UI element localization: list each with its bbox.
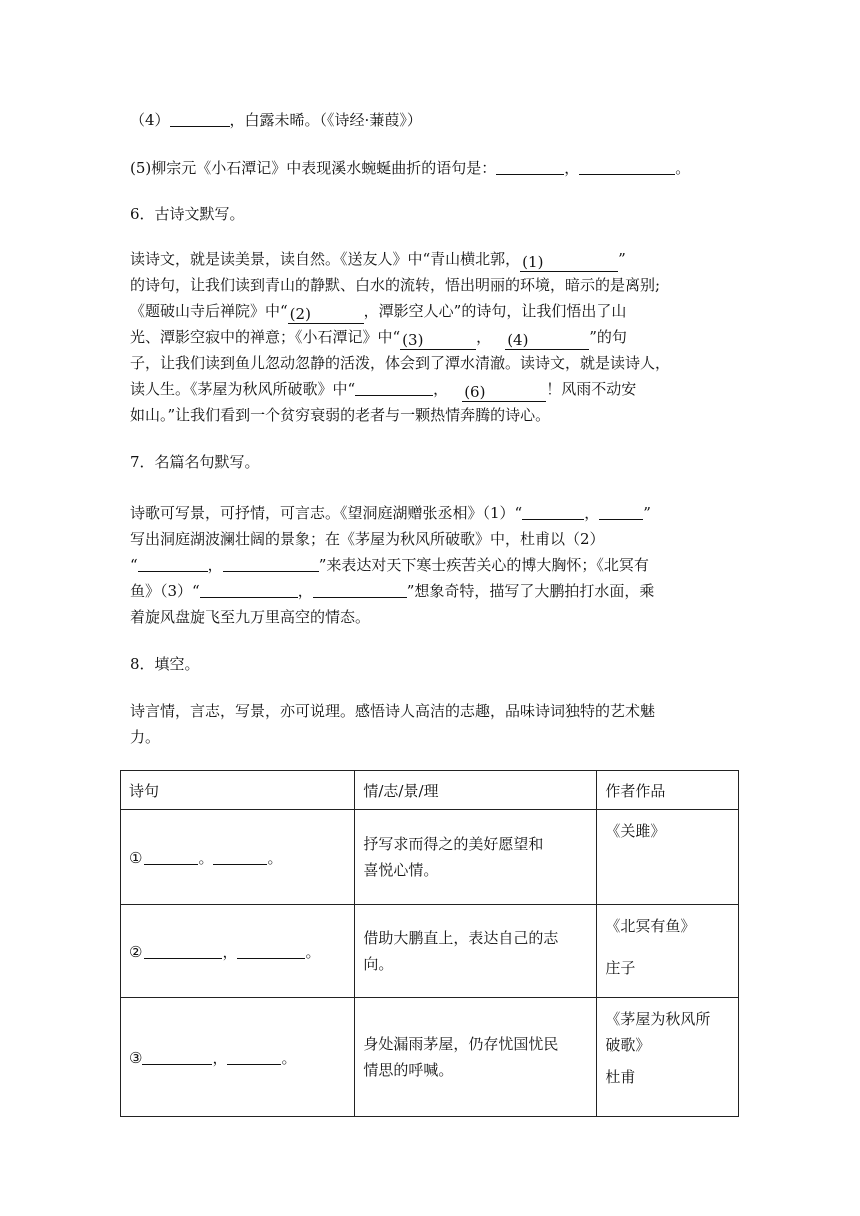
q7-line-3 bbox=[130, 552, 730, 578]
question-6-body bbox=[130, 246, 730, 428]
answer-blank[interactable] bbox=[144, 850, 198, 865]
question-7-body bbox=[130, 500, 730, 630]
answer-blank[interactable] bbox=[522, 505, 584, 520]
answer-blank[interactable] bbox=[138, 557, 208, 572]
q5-item-5 bbox=[130, 158, 690, 178]
q7-line-4 bbox=[130, 578, 730, 604]
separator: ， bbox=[433, 380, 449, 398]
meaning-text: 借助大鹏直上，表达自己的志 bbox=[363, 929, 559, 947]
meaning-text: 喜悦心情。 bbox=[363, 861, 439, 879]
text: ” bbox=[643, 504, 651, 522]
item-text: (5)柳宗元《小石潭记》中表现溪水蜿蜒曲折的语句是： bbox=[130, 159, 497, 177]
intro-line-2: 力。 bbox=[130, 728, 161, 746]
text: ” bbox=[618, 250, 626, 268]
answer-blank[interactable] bbox=[213, 850, 267, 865]
text: 读人生。《茅屋为秋风所破歌》中“ bbox=[130, 380, 356, 398]
q6-line-6 bbox=[130, 376, 730, 402]
separator: 。 bbox=[198, 848, 214, 867]
answer-blank[interactable] bbox=[496, 160, 564, 175]
work-title: 破歌》 bbox=[605, 1036, 651, 1054]
meaning-text: 抒写求而得之的美好愿望和 bbox=[363, 835, 544, 853]
answer-blank[interactable] bbox=[144, 944, 222, 959]
answer-blank-4[interactable] bbox=[505, 331, 589, 350]
answer-blank-2[interactable] bbox=[288, 305, 364, 324]
poem-line-cell bbox=[121, 905, 355, 998]
answer-blank[interactable] bbox=[170, 112, 230, 127]
table-row bbox=[121, 905, 739, 998]
table-row bbox=[121, 998, 739, 1117]
text: 光、潭影空寂中的禅意；《小石潭记》中“ bbox=[130, 328, 401, 346]
blank-number: (1) bbox=[522, 253, 544, 271]
separator: 。 bbox=[305, 942, 321, 961]
item-number: （4） bbox=[130, 111, 170, 129]
separator: ， bbox=[584, 504, 600, 522]
author-work-cell bbox=[597, 998, 739, 1117]
answer-blank-1[interactable] bbox=[520, 253, 618, 272]
work-title: 《茅屋为秋风所 bbox=[605, 1010, 711, 1028]
meaning-cell bbox=[355, 998, 597, 1117]
answer-blank[interactable] bbox=[579, 160, 675, 175]
question-8-title: 8．填空。 bbox=[130, 655, 200, 673]
answer-blank[interactable] bbox=[142, 1050, 212, 1065]
answer-blank[interactable] bbox=[223, 557, 319, 572]
separator: ， bbox=[476, 328, 492, 346]
blank-number: (4) bbox=[507, 331, 529, 349]
answer-blank[interactable] bbox=[599, 505, 643, 520]
text: ，潭影空人心”的诗句，让我们悟出了山 bbox=[363, 302, 627, 320]
poem-table bbox=[120, 770, 739, 1117]
meaning-text: 情思的呼喊。 bbox=[363, 1061, 454, 1079]
separator: 。 bbox=[281, 1048, 297, 1067]
q6-line-4 bbox=[130, 324, 730, 350]
row-marker: ① bbox=[129, 848, 143, 867]
q6-line-7: 如山。”让我们看到一个贫穷衰弱的老者与一颗热情奔腾的诗心。 bbox=[130, 406, 551, 424]
text: 鱼》（3）“ bbox=[130, 582, 200, 600]
meaning-text: 向。 bbox=[363, 955, 394, 973]
separator: ， bbox=[222, 942, 238, 961]
item-text: ，白露未晞。（《诗经·蒹葭》） bbox=[229, 111, 422, 129]
answer-blank[interactable] bbox=[313, 583, 407, 598]
author-name: 杜甫 bbox=[605, 1068, 636, 1086]
author-work-cell bbox=[597, 810, 739, 905]
intro-line-1: 诗言情，言志，写景，亦可说理。感悟诗人高洁的志趣，品味诗词独特的艺术魅 bbox=[130, 702, 656, 720]
question-8-intro bbox=[130, 698, 730, 750]
table-row bbox=[121, 810, 739, 905]
poem-line-cell bbox=[121, 998, 355, 1117]
text: 诗歌可写景，可抒情，可言志。《望洞庭湖赠张丞相》（1）“ bbox=[130, 504, 523, 522]
header-meaning: 情/志/景/理 bbox=[355, 771, 597, 810]
q7-line-1 bbox=[130, 500, 730, 526]
text: ！风雨不动安 bbox=[546, 380, 637, 398]
work-title: 《关雎》 bbox=[605, 822, 666, 840]
answer-blank[interactable] bbox=[237, 944, 305, 959]
question-6-title: 6．古诗文默写。 bbox=[130, 205, 245, 223]
blank-number: (2) bbox=[289, 305, 311, 323]
q6-line-1 bbox=[130, 246, 730, 272]
answer-blank-6[interactable] bbox=[462, 383, 546, 402]
meaning-cell bbox=[355, 905, 597, 998]
answer-blank[interactable] bbox=[227, 1050, 281, 1065]
answer-blank-3[interactable] bbox=[400, 331, 476, 350]
q5-item-4 bbox=[130, 110, 422, 130]
q6-line-2: 的诗句，让我们读到青山的静默、白水的流转，悟出明丽的环境，暗示的是离别; bbox=[130, 276, 661, 294]
q7-line-5: 着旋风盘旋飞至九万里高空的情态。 bbox=[130, 608, 371, 626]
text: ”的句 bbox=[589, 328, 627, 346]
poem-line-cell bbox=[121, 810, 355, 905]
header-author-work: 作者作品 bbox=[597, 771, 739, 810]
author-work-cell bbox=[597, 905, 739, 998]
text: 读诗文，就是读美景，读自然。《送友人》中“青山横北郭， bbox=[130, 250, 521, 268]
answer-blank-5[interactable] bbox=[355, 381, 433, 396]
table-header-row bbox=[121, 771, 739, 810]
separator: ， bbox=[207, 556, 223, 574]
meaning-text: 身处漏雨茅屋，仍存忧国忧民 bbox=[363, 1035, 559, 1053]
question-7-title: 7．名篇名句默写。 bbox=[130, 453, 260, 471]
blank-number: (6) bbox=[464, 383, 486, 401]
q6-line-5: 子，让我们读到鱼儿忽动忽静的活泼，体会到了潭水清澈。读诗文，就是读诗人， bbox=[130, 354, 671, 372]
row-marker: ③ bbox=[129, 1048, 143, 1067]
text: 《题破山寺后禅院》中“ bbox=[130, 302, 288, 320]
text: “ bbox=[130, 556, 138, 574]
q7-line-2: 写出洞庭湖波澜壮阔的景象；在《茅屋为秋风所破歌》中，杜甫以（2） bbox=[130, 530, 605, 548]
text: ”来表达对天下寒士疾苦关心的博大胸怀；《北冥有 bbox=[318, 556, 649, 574]
text: ”想象奇特，描写了大鹏拍打水面，乘 bbox=[406, 582, 655, 600]
separator: 。 bbox=[675, 159, 691, 177]
work-title: 《北冥有鱼》 bbox=[605, 917, 696, 935]
row-marker: ② bbox=[129, 942, 143, 961]
header-poem-line: 诗句 bbox=[121, 771, 355, 810]
separator: ， bbox=[564, 159, 580, 177]
blank-number: (3) bbox=[402, 331, 424, 349]
separator: 。 bbox=[267, 848, 283, 867]
author-name: 庄子 bbox=[605, 959, 636, 977]
separator: ， bbox=[297, 582, 313, 600]
answer-blank[interactable] bbox=[200, 583, 298, 598]
separator: ， bbox=[212, 1048, 228, 1067]
q6-line-3 bbox=[130, 298, 730, 324]
meaning-cell bbox=[355, 810, 597, 905]
